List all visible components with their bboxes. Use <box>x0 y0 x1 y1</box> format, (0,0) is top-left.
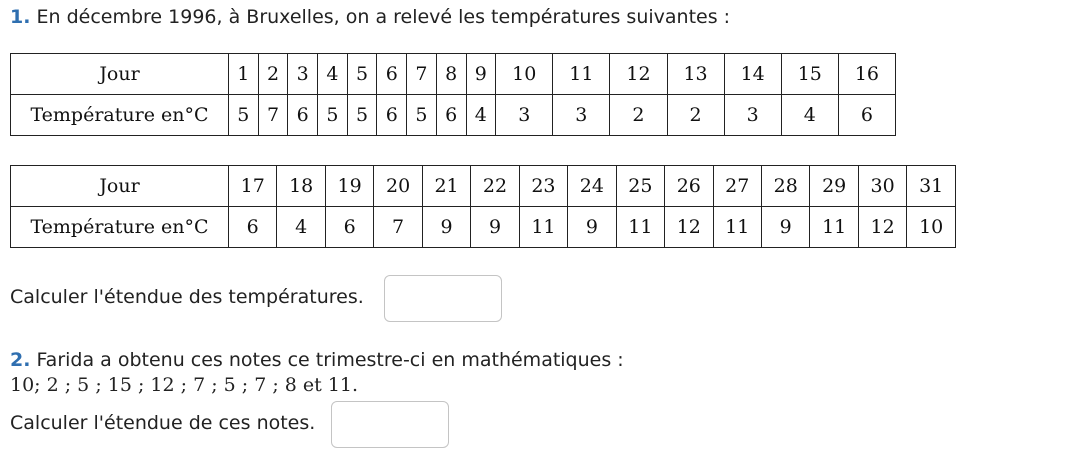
day-cell: 27 <box>713 166 761 207</box>
day-cell: 16 <box>838 54 895 95</box>
temperature-cell: 3 <box>496 95 553 136</box>
temperature-cell: 11 <box>519 207 567 248</box>
temperature-cell: 5 <box>347 95 377 136</box>
day-cell: 9 <box>466 54 496 95</box>
day-cell: 3 <box>288 54 318 95</box>
temperature-cell: 6 <box>229 207 277 248</box>
day-cell: 15 <box>781 54 838 95</box>
day-cell: 29 <box>810 166 858 207</box>
temperature-cell: 7 <box>258 95 288 136</box>
day-cell: 13 <box>667 54 724 95</box>
day-cell: 20 <box>374 166 422 207</box>
temperature-cell: 6 <box>325 207 373 248</box>
temperature-cell: 4 <box>277 207 325 248</box>
temperature-cell: 2 <box>610 95 667 136</box>
table-row-days <box>11 54 896 95</box>
temperature-cell: 5 <box>229 95 259 136</box>
temperature-table-days-1-16 <box>10 53 896 136</box>
day-cell: 7 <box>407 54 437 95</box>
temperature-cell: 11 <box>713 207 761 248</box>
temperature-cell: 12 <box>665 207 713 248</box>
question-2-values: 10; 2 ; 5 ; 15 ; 12 ; 7 ; 5 ; 7 ; 8 et 11. <box>10 374 359 396</box>
day-cell: 18 <box>277 166 325 207</box>
question-1-prompt: Calculer l'étendue des températures. <box>10 286 364 308</box>
temperature-cell: 4 <box>781 95 838 136</box>
row-header-temperature: Température en°C <box>11 95 229 136</box>
day-cell: 8 <box>436 54 466 95</box>
temperature-table-days-17-31 <box>10 165 956 248</box>
day-cell: 12 <box>610 54 667 95</box>
temperature-cell: 3 <box>553 95 610 136</box>
temperature-cell: 6 <box>377 95 407 136</box>
temperature-cell: 4 <box>466 95 496 136</box>
day-cell: 19 <box>325 166 373 207</box>
temperature-cell: 5 <box>407 95 437 136</box>
temperature-cell: 7 <box>374 207 422 248</box>
question-1-number: 1. <box>10 6 31 28</box>
day-cell: 25 <box>616 166 664 207</box>
day-cell: 5 <box>347 54 377 95</box>
temperature-cell: 2 <box>667 95 724 136</box>
day-cell: 31 <box>907 166 956 207</box>
temperature-cell: 6 <box>838 95 895 136</box>
question-1-statement <box>10 5 730 29</box>
day-cell: 30 <box>858 166 906 207</box>
temperature-cell: 5 <box>318 95 348 136</box>
table-row-temperatures <box>11 207 956 248</box>
day-cell: 28 <box>761 166 809 207</box>
temperature-cell: 11 <box>616 207 664 248</box>
question-1-text: En décembre 1996, à Bruxelles, on a relevé les températures suivantes : <box>36 6 731 28</box>
range-temperatures-input[interactable] <box>384 275 502 322</box>
question-2-number: 2. <box>10 349 31 371</box>
temperature-cell: 6 <box>436 95 466 136</box>
table-row-temperatures <box>11 95 896 136</box>
day-cell: 10 <box>496 54 553 95</box>
day-cell: 24 <box>568 166 616 207</box>
day-cell: 6 <box>377 54 407 95</box>
question-2-statement <box>10 348 624 372</box>
temperature-cell: 9 <box>422 207 470 248</box>
question-2-text: Farida a obtenu ces notes ce trimestre-ci en mathématiques : <box>36 349 624 371</box>
day-cell: 1 <box>229 54 259 95</box>
temperature-cell: 3 <box>724 95 781 136</box>
day-cell: 11 <box>553 54 610 95</box>
temperature-cell: 10 <box>907 207 956 248</box>
day-cell: 22 <box>471 166 519 207</box>
row-header-day: Jour <box>11 166 229 207</box>
temperature-cell: 9 <box>568 207 616 248</box>
day-cell: 2 <box>258 54 288 95</box>
question-2-prompt: Calculer l'étendue de ces notes. <box>10 412 316 434</box>
temperature-cell: 6 <box>288 95 318 136</box>
temperature-cell: 12 <box>858 207 906 248</box>
table-row-days <box>11 166 956 207</box>
day-cell: 23 <box>519 166 567 207</box>
temperature-cell: 9 <box>471 207 519 248</box>
row-header-day: Jour <box>11 54 229 95</box>
day-cell: 17 <box>229 166 277 207</box>
day-cell: 14 <box>724 54 781 95</box>
temperature-cell: 11 <box>810 207 858 248</box>
row-header-temperature: Température en°C <box>11 207 229 248</box>
temperature-cell: 9 <box>761 207 809 248</box>
day-cell: 21 <box>422 166 470 207</box>
day-cell: 26 <box>665 166 713 207</box>
day-cell: 4 <box>318 54 348 95</box>
range-notes-input[interactable] <box>331 401 449 448</box>
